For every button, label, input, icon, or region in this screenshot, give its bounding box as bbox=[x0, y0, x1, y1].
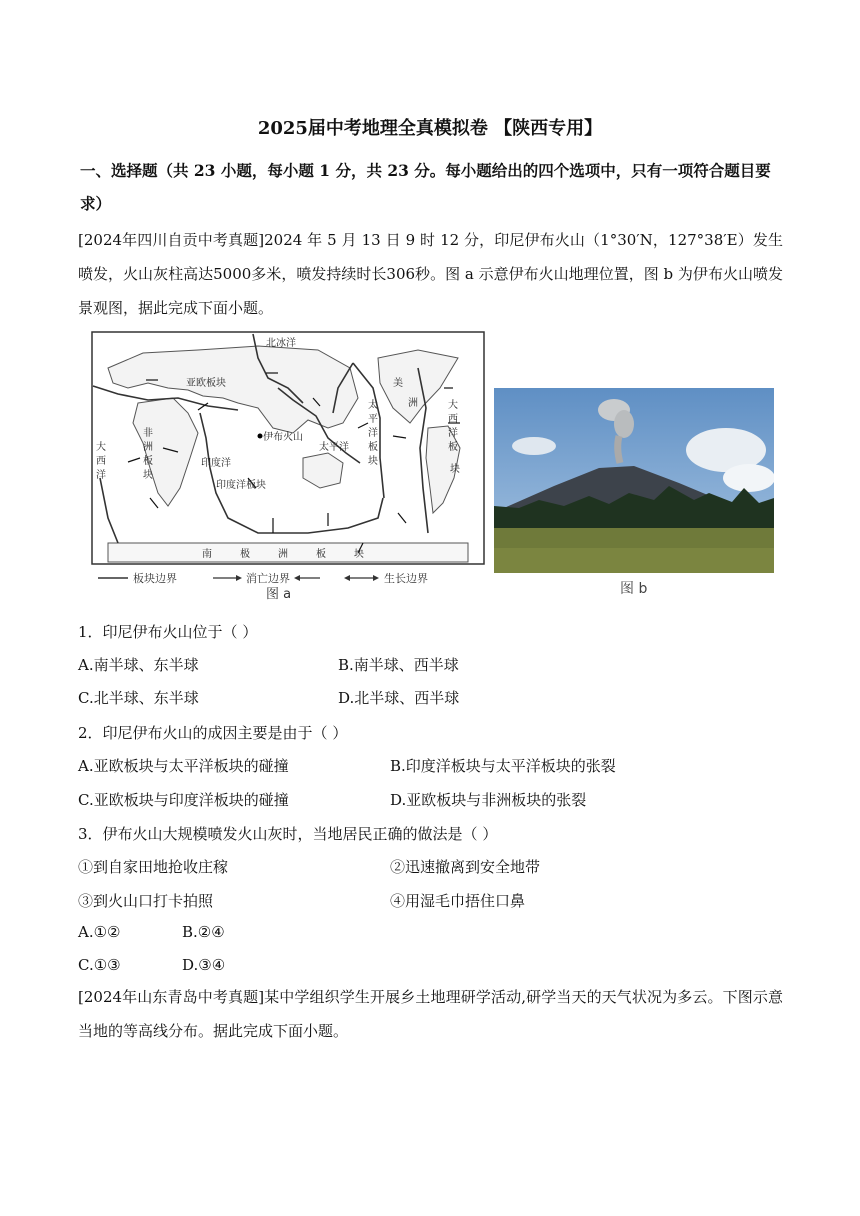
label-africa-3: 板 bbox=[143, 456, 153, 467]
label-eurasia: 亚欧板块 bbox=[186, 378, 226, 389]
label-pacific-ocean: 太平洋 bbox=[319, 442, 349, 453]
legend-growth: 生长边界 bbox=[384, 572, 428, 585]
figure-b-caption: 图 b bbox=[620, 581, 648, 597]
label-pacific-plate-3: 洋 bbox=[368, 428, 378, 439]
q2-stem: 2．印尼伊布火山的成因主要是由于（ ） bbox=[78, 724, 348, 742]
label-africa-4: 块 bbox=[143, 470, 153, 481]
q1-option-d[interactable]: D.北半球、西半球 bbox=[338, 689, 460, 707]
q3-option-a[interactable]: A.①② bbox=[78, 923, 121, 941]
q1-option-b[interactable]: B.南半球、西半球 bbox=[338, 656, 459, 674]
map-legend bbox=[98, 571, 428, 585]
q1-stem: 1．印尼伊布火山位于（ ） bbox=[78, 623, 258, 641]
label-pacific-plate-2: 平 bbox=[368, 414, 378, 425]
q3-item-2: ②迅速撤离到安全地带 bbox=[390, 858, 541, 876]
label-arctic: 北冰洋 bbox=[266, 338, 296, 349]
label-pacific-plate-4: 板 bbox=[368, 442, 378, 453]
q3-item-3: ③到火山口打卡拍照 bbox=[78, 892, 214, 910]
label-ibu-volcano: 伊布火山 bbox=[263, 432, 303, 443]
q3-option-d[interactable]: D.③④ bbox=[182, 956, 226, 974]
label-pacific-plate-5: 块 bbox=[368, 456, 378, 467]
label-atlantic-r-3: 洋 bbox=[448, 428, 458, 439]
label-americas-2: 洲 bbox=[408, 398, 418, 409]
legend-subduction: 消亡边界 bbox=[246, 572, 290, 585]
q3-item-1: ①到自家田地抢收庄稼 bbox=[78, 858, 229, 876]
section-heading: 一、选择题（共 23 小题，每小题 1 分，共 23 分。每小题给出的四个选项中，只有一项符合题目要求） bbox=[80, 161, 771, 213]
label-atlantic-l-2: 西 bbox=[96, 456, 106, 467]
label-africa-1: 非 bbox=[143, 428, 153, 439]
label-atlantic-r-1: 大 bbox=[448, 400, 458, 411]
label-antarctic-2: 极 bbox=[240, 549, 250, 560]
page-title: 2025届中考地理全真模拟卷 【陕西专用】 bbox=[257, 118, 603, 139]
q2-option-b[interactable]: B.印度洋板块与太平洋板块的张裂 bbox=[390, 757, 616, 775]
label-atlantic-r-2: 西 bbox=[448, 414, 458, 425]
q3-item-4: ④用湿毛巾捂住口鼻 bbox=[390, 892, 526, 910]
label-antarctic-1: 南 bbox=[202, 549, 212, 560]
label-antarctic-4: 板 bbox=[316, 549, 326, 560]
intro-paragraph-1: [2024年四川自贡中考真题]2024 年 5 月 13 日 9 时 12 分，印尼伊布火山（1°30′N，127°38′E）发生喷发，火山灰柱高达5000多米，喷发持续时长306秒。图 a 示意伊布火山地理位置，图 b 为伊布火山喷发景观图，据此完成下面小题。 bbox=[78, 231, 783, 317]
label-antarctic-3: 洲 bbox=[278, 549, 288, 560]
q1-option-a[interactable]: A.南半球、东半球 bbox=[78, 656, 199, 674]
q3-option-c[interactable]: C.①③ bbox=[78, 956, 121, 974]
plate-map-figure bbox=[88, 328, 488, 603]
label-atlantic-l-1: 大 bbox=[96, 442, 106, 453]
volcano-marker bbox=[258, 434, 263, 439]
label-americas-1: 美 bbox=[393, 378, 403, 389]
label-pacific-plate-1: 太 bbox=[368, 400, 378, 411]
q2-option-d[interactable]: D.亚欧板块与非洲板块的张裂 bbox=[390, 791, 587, 809]
q2-option-c[interactable]: C.亚欧板块与印度洋板块的碰撞 bbox=[78, 791, 289, 809]
label-antarctic-5: 块 bbox=[354, 549, 364, 560]
intro-paragraph-2: [2024年山东青岛中考真题]某中学组织学生开展乡土地理研学活动,研学当天的天气状况为多云。下图示意当地的等高线分布。据此完成下面小题。 bbox=[78, 988, 783, 1040]
label-atlantic-l-3: 洋 bbox=[96, 470, 106, 481]
label-africa-2: 洲 bbox=[143, 442, 153, 453]
legend-boundary: 板块边界 bbox=[133, 572, 177, 585]
q2-option-a[interactable]: A.亚欧板块与太平洋板块的碰撞 bbox=[78, 757, 289, 775]
label-atlantic-r-5: 块 bbox=[450, 464, 460, 475]
q1-option-c[interactable]: C.北半球、东半球 bbox=[78, 689, 199, 707]
label-indian-ocean: 印度洋 bbox=[201, 458, 231, 469]
label-atlantic-r-4: 板 bbox=[448, 442, 458, 453]
figure-a-caption: 图 a bbox=[266, 587, 292, 602]
label-indian-plate: 印度洋板块 bbox=[216, 480, 266, 491]
volcano-photo-figure bbox=[494, 388, 774, 603]
q3-option-b[interactable]: B.②④ bbox=[182, 923, 225, 941]
q3-stem: 3．伊布火山大规模喷发火山灰时，当地居民正确的做法是（ ） bbox=[78, 825, 498, 843]
